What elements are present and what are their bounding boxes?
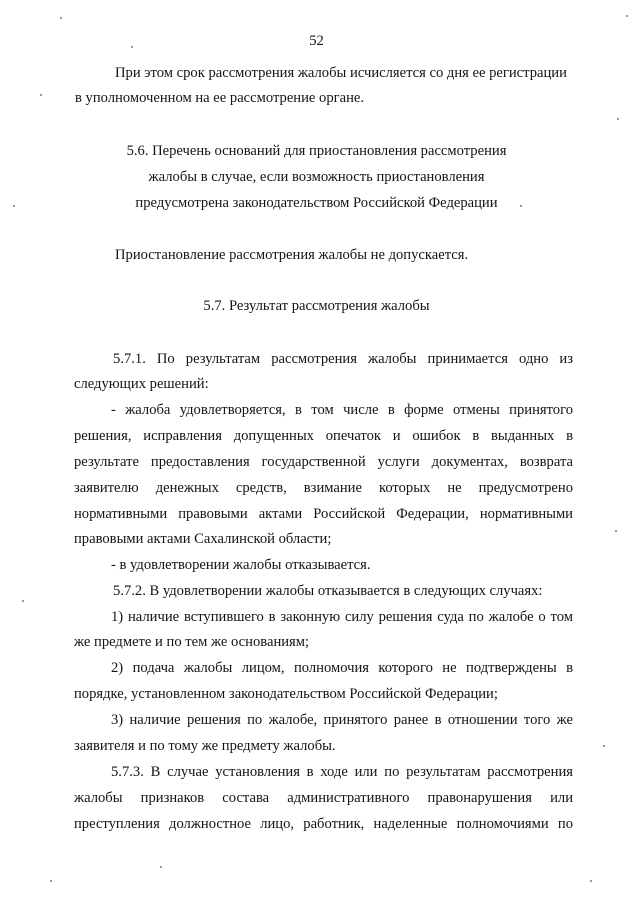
paragraph-line: 5.7.2. В удовлетворении жалобы отказывается в следующих случаях: [113, 583, 543, 599]
page-number: 52 [309, 33, 324, 49]
scan-speck [603, 745, 605, 747]
list-item-line: - в удовлетворении жалобы отказывается. [111, 557, 371, 573]
paragraph-line: 5.7.1. По результатам рассмотрения жалобы принимается одно из [113, 351, 573, 367]
paragraph-line: При этом срок рассмотрения жалобы исчисляется со дня ее регистрации [115, 65, 567, 81]
scan-speck [40, 94, 42, 96]
list-item-line: заявителя и по тому же предмету жалобы. [74, 738, 336, 754]
section-heading: 5.7. Результат рассмотрения жалобы [203, 298, 430, 314]
list-item-line: правовыми актами Сахалинской области; [74, 531, 332, 547]
scan-speck [60, 17, 62, 19]
scan-speck [50, 880, 52, 882]
scan-speck [22, 600, 24, 602]
paragraph-line: Приостановление рассмотрения жалобы не допускается. [115, 247, 469, 263]
list-item-line: результате предоставления государственной услуги документах, возврата [74, 454, 573, 470]
list-item-line: порядке, установленном законодательством Российской Федерации; [74, 686, 498, 702]
list-item-line: же предмете и по тем же основаниям; [74, 634, 310, 650]
list-item-line: заявителю денежных средств, взимание которых не предусмотрено [74, 480, 573, 496]
list-item-line: решения, исправления допущенных опечаток и ошибок в выданных в [74, 428, 573, 444]
scan-speck [590, 880, 592, 882]
scan-speck [520, 205, 522, 207]
paragraph-line: преступления должностное лицо, работник, наделенные полномочиями по [74, 816, 573, 832]
list-item-line: 2) подача жалобы лицом, полномочия которого не подтверждены в [111, 660, 573, 676]
scan-speck [131, 46, 133, 48]
section-heading: 5.6. Перечень оснований для приостановления рассмотрения [126, 143, 507, 159]
scan-speck [615, 530, 617, 532]
list-item-line: 3) наличие решения по жалобе, принятого ранее в отношении того же [111, 712, 573, 728]
list-item-line: нормативными правовыми актами Российской Федерации, нормативными [74, 506, 573, 522]
section-heading: предусмотрена законодательством Российской Федерации [135, 195, 498, 211]
paragraph-line: следующих решений: [74, 376, 209, 392]
paragraph-line: жалобы признаков состава административного правонарушения или [74, 790, 573, 806]
section-heading: жалобы в случае, если возможность приостановления [148, 169, 485, 185]
scan-speck [13, 205, 15, 207]
list-item-line: - жалоба удовлетворяется, в том числе в форме отмены принятого [111, 402, 573, 418]
scan-speck [617, 118, 619, 120]
paragraph-line: 5.7.3. В случае установления в ходе или по результатам рассмотрения [111, 764, 573, 780]
list-item-line: 1) наличие вступившего в законную силу решения суда по жалобе о том [111, 609, 573, 625]
scan-speck [626, 15, 628, 17]
paragraph-line: в уполномоченном на ее рассмотрение органе. [75, 90, 365, 106]
scan-speck [160, 866, 162, 868]
